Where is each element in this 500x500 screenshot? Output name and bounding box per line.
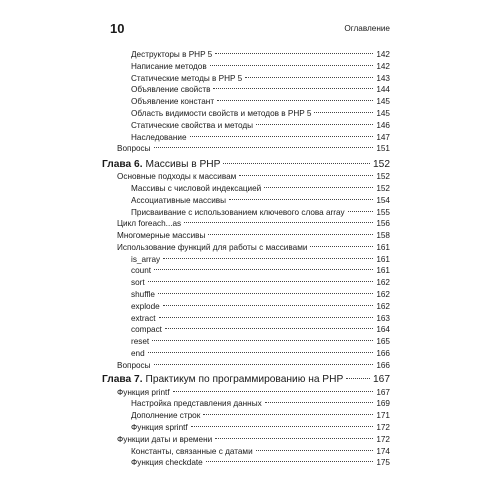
toc-entry-page: 154 bbox=[376, 195, 390, 205]
toc-entry-page: 144 bbox=[376, 85, 390, 95]
dot-leader bbox=[163, 258, 373, 259]
toc-entry-title: Функции даты и времени bbox=[117, 434, 213, 444]
toc-entry-page: 174 bbox=[376, 446, 390, 456]
toc-entry-page: 162 bbox=[376, 301, 390, 311]
toc-entry-page: 172 bbox=[376, 434, 390, 444]
toc-entry-title: Написание методов bbox=[131, 61, 207, 71]
toc-entry-page: 169 bbox=[376, 399, 390, 409]
toc-entry-title: Функция checkdate bbox=[131, 458, 203, 468]
toc-entry-page: 152 bbox=[376, 172, 390, 182]
chapter-title: Практикум по программированию на PHP bbox=[145, 374, 344, 386]
toc-entry-page: 151 bbox=[376, 144, 390, 154]
dot-leader bbox=[256, 450, 374, 451]
dot-leader bbox=[206, 461, 374, 462]
toc-entry-page: 147 bbox=[376, 132, 390, 142]
dot-leader bbox=[154, 147, 374, 148]
dot-leader bbox=[191, 426, 374, 427]
toc-entry-title: extract bbox=[131, 313, 156, 323]
dot-leader bbox=[208, 234, 373, 235]
toc-entry bbox=[131, 456, 390, 470]
dot-leader bbox=[148, 352, 374, 353]
toc-entry-title: Деструкторы в PHP 5 bbox=[131, 50, 213, 59]
dot-leader bbox=[239, 175, 373, 176]
dot-leader bbox=[223, 163, 370, 164]
toc-entry-page: 164 bbox=[376, 325, 390, 335]
dot-leader bbox=[163, 305, 374, 306]
toc-entry-page: 167 bbox=[376, 387, 390, 397]
dot-leader bbox=[265, 402, 374, 403]
toc-entry-page: 142 bbox=[376, 61, 390, 71]
toc-entry-page: 156 bbox=[376, 219, 390, 229]
dot-leader bbox=[190, 136, 374, 137]
toc-entry-title: Статические свойства и методы bbox=[131, 120, 254, 130]
toc-entry-page: 152 bbox=[376, 183, 390, 193]
toc-entry-page: 158 bbox=[376, 231, 390, 240]
dot-leader bbox=[256, 124, 373, 125]
toc-entry-title: Основные подходы к массивам bbox=[117, 172, 237, 182]
toc-entry-title: Наследование bbox=[131, 132, 187, 142]
dot-leader bbox=[217, 100, 373, 101]
toc-entry-page: 152 bbox=[373, 158, 390, 170]
toc-entry-page: 167 bbox=[373, 374, 390, 386]
toc-entry-title: Функция sprintf bbox=[131, 423, 188, 432]
toc-entry-title: count bbox=[131, 266, 152, 276]
toc-entry-page: 162 bbox=[376, 290, 390, 299]
toc-entry-page: 171 bbox=[376, 411, 390, 421]
toc-entry-title: shuffle bbox=[131, 290, 155, 299]
toc-entry-title: Константы, связанные с датами bbox=[131, 446, 253, 456]
toc-entry-title: Область видимости свойств и методов в PHP 5 bbox=[131, 108, 312, 118]
toc-entry-page: 165 bbox=[376, 337, 390, 347]
toc-entry-title: reset bbox=[131, 337, 150, 347]
toc-entry-title: explode bbox=[131, 301, 160, 311]
chapter-title: Массивы в PHP bbox=[145, 158, 221, 170]
toc-entry-title: sort bbox=[131, 278, 145, 288]
dot-leader bbox=[210, 65, 374, 66]
toc-entry-page: 172 bbox=[376, 423, 390, 432]
toc-entry-title: Объявление свойств bbox=[131, 85, 211, 95]
dot-leader bbox=[152, 340, 373, 341]
toc-entry-title: Дополнение строк bbox=[131, 411, 201, 421]
toc-entry bbox=[117, 359, 390, 373]
toc-entry-title: Многомерные массивы bbox=[117, 231, 206, 240]
dot-leader bbox=[158, 293, 373, 294]
dot-leader bbox=[229, 199, 373, 200]
toc-entry-title: Объявление констант bbox=[131, 97, 215, 107]
running-title: Оглавление bbox=[344, 24, 390, 33]
toc-entry-page: 161 bbox=[376, 254, 390, 264]
toc-entry-page: 166 bbox=[376, 360, 390, 370]
dot-leader bbox=[165, 328, 373, 329]
toc-entry-page: 162 bbox=[376, 278, 390, 288]
dot-leader bbox=[148, 281, 374, 282]
page-header bbox=[110, 21, 390, 37]
dot-leader bbox=[310, 246, 373, 247]
toc-entry-page: 161 bbox=[376, 266, 390, 276]
toc-entry bbox=[117, 142, 390, 156]
toc-entry-page: 163 bbox=[376, 313, 390, 323]
dot-leader bbox=[264, 187, 373, 188]
toc-entry-title: compact bbox=[131, 325, 162, 335]
toc-entry-title: Функция printf bbox=[117, 387, 170, 397]
toc-entry-title: Массивы с числовой индексацией bbox=[131, 183, 262, 193]
toc-entry-title: end bbox=[131, 348, 145, 358]
toc-entry-page: 155 bbox=[376, 207, 390, 217]
dot-leader bbox=[159, 317, 374, 318]
dot-leader bbox=[215, 53, 373, 54]
toc-entry-page: 161 bbox=[376, 242, 390, 252]
chapter-label: Глава 7. bbox=[102, 374, 143, 386]
dot-leader bbox=[348, 211, 374, 212]
dot-leader bbox=[173, 391, 374, 392]
chapter-label: Глава 6. bbox=[102, 158, 143, 170]
dot-leader bbox=[215, 438, 373, 439]
dot-leader bbox=[154, 269, 373, 270]
toc-entry-title: Ассоциативные массивы bbox=[131, 195, 227, 205]
toc-entry-title: Настройка представления данных bbox=[131, 399, 262, 409]
dot-leader bbox=[184, 222, 373, 223]
toc-entry-title: Статические методы в PHP 5 bbox=[131, 73, 243, 83]
toc-entry-title: Цикл foreach...as bbox=[117, 219, 182, 229]
toc-entry-page: 166 bbox=[376, 348, 390, 358]
toc-entry-page: 145 bbox=[376, 97, 390, 107]
toc-entry-page: 175 bbox=[376, 458, 390, 468]
dot-leader bbox=[245, 77, 373, 78]
dot-leader bbox=[154, 364, 374, 365]
toc-entry-title: Использование функций для работы с массивами bbox=[117, 242, 308, 252]
dot-leader bbox=[346, 378, 370, 379]
toc-entry-page: 142 bbox=[376, 50, 390, 59]
page-number: 10 bbox=[110, 21, 125, 36]
toc-entry-page: 146 bbox=[376, 120, 390, 130]
toc-entry-page: 145 bbox=[376, 108, 390, 118]
toc-entry-page: 143 bbox=[376, 73, 390, 83]
dot-leader bbox=[213, 88, 373, 89]
toc-entry-title: Вопросы bbox=[117, 360, 151, 370]
toc-entry-title: Присваивание с использованием ключевого слова array bbox=[131, 207, 345, 217]
dot-leader bbox=[314, 112, 373, 113]
toc-entry-title: Вопросы bbox=[117, 144, 151, 154]
toc-entry-title: is_array bbox=[131, 254, 161, 264]
dot-leader bbox=[203, 414, 373, 415]
